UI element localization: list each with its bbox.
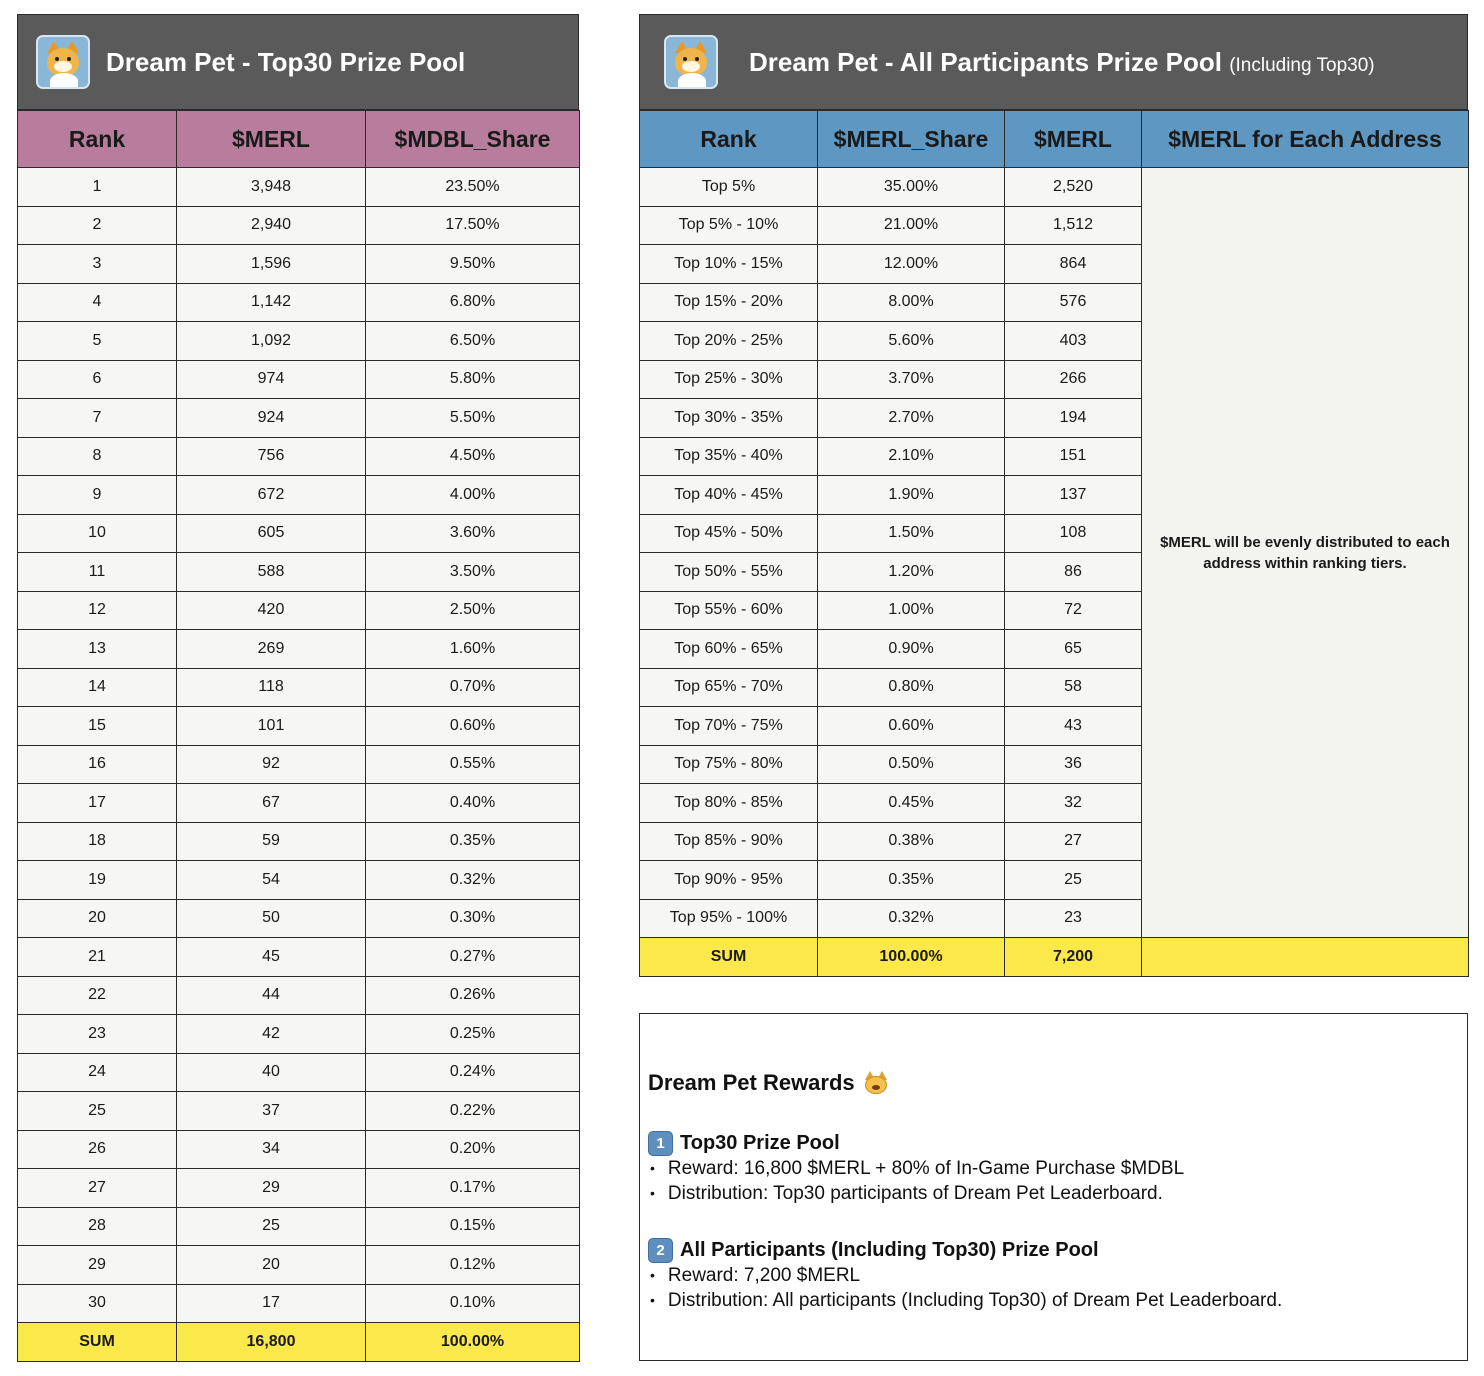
table-cell: 0.35%	[818, 861, 1005, 900]
table-cell: 1,596	[177, 245, 366, 284]
table-cell: 2.10%	[818, 437, 1005, 476]
table-cell: 0.25%	[366, 1015, 580, 1054]
table-row	[18, 1284, 580, 1323]
table-cell: 101	[177, 707, 366, 746]
table-row	[18, 899, 580, 938]
table-cell: 25	[177, 1207, 366, 1246]
table-cell: Top 55% - 60%	[640, 591, 818, 630]
table-cell: 108	[1005, 514, 1142, 553]
column-header-rank: Rank	[18, 111, 177, 168]
table-row	[18, 1246, 580, 1285]
table-cell: 54	[177, 861, 366, 900]
table-cell: 58	[1005, 668, 1142, 707]
table-cell: 403	[1005, 322, 1142, 361]
table-cell: 1.50%	[818, 514, 1005, 553]
table-row	[18, 1053, 580, 1092]
top30-table	[17, 110, 580, 1362]
section-heading: All Participants (Including Top30) Prize Pool	[680, 1238, 1099, 1261]
table-cell: 40	[177, 1053, 366, 1092]
table-cell: 17	[177, 1284, 366, 1323]
table-cell: 67	[177, 784, 366, 823]
table-cell: Top 85% - 90%	[640, 822, 818, 861]
table-row	[18, 668, 580, 707]
table-cell: 266	[1005, 360, 1142, 399]
table-cell: 29	[177, 1169, 366, 1208]
table-cell: 118	[177, 668, 366, 707]
table-cell: 588	[177, 553, 366, 592]
table-cell: Top 45% - 50%	[640, 514, 818, 553]
all-participants-title-sub: (Including Top30)	[1229, 54, 1375, 76]
table-cell: 0.12%	[366, 1246, 580, 1285]
table-cell: 14	[18, 668, 177, 707]
table-cell: Top 40% - 45%	[640, 476, 818, 515]
table-cell: 18	[18, 822, 177, 861]
table-cell: 6.80%	[366, 283, 580, 322]
table-row	[640, 168, 1469, 207]
column-header-merl-each-address: $MERL for Each Address	[1142, 111, 1469, 168]
distribution-note: $MERL will be evenly distributed to each address within ranking tiers.	[1142, 168, 1469, 938]
table-cell: Top 30% - 35%	[640, 399, 818, 438]
table-cell: 194	[1005, 399, 1142, 438]
table-cell: 29	[18, 1246, 177, 1285]
sum-cell: 100.00%	[366, 1323, 580, 1362]
rewards-title: Dream Pet Rewards	[648, 1070, 889, 1096]
table-cell: 0.45%	[818, 784, 1005, 823]
table-cell: 137	[1005, 476, 1142, 515]
table-cell: 2	[18, 206, 177, 245]
table-cell: 9	[18, 476, 177, 515]
table-cell: 1.20%	[818, 553, 1005, 592]
table-cell: 0.17%	[366, 1169, 580, 1208]
table-cell: 32	[1005, 784, 1142, 823]
table-cell: 0.50%	[818, 745, 1005, 784]
table-cell: Top 80% - 85%	[640, 784, 818, 823]
table-cell: 0.15%	[366, 1207, 580, 1246]
table-cell: 0.10%	[366, 1284, 580, 1323]
table-row	[18, 514, 580, 553]
table-cell: 45	[177, 938, 366, 977]
table-cell: 92	[177, 745, 366, 784]
top30-title-bar	[17, 14, 579, 110]
table-cell: Top 35% - 40%	[640, 437, 818, 476]
sum-cell: SUM	[640, 938, 818, 977]
table-row	[18, 476, 580, 515]
table-cell: 24	[18, 1053, 177, 1092]
dream-pet-logo-icon	[36, 35, 90, 89]
keycap-2-icon: 2	[648, 1238, 673, 1263]
table-cell: Top 90% - 95%	[640, 861, 818, 900]
table-cell: 7	[18, 399, 177, 438]
table-cell: 23	[1005, 899, 1142, 938]
rewards-section-all-participants	[648, 1237, 1282, 1313]
table-cell: 36	[1005, 745, 1142, 784]
table-cell: 3,948	[177, 168, 366, 207]
table-row	[18, 784, 580, 823]
table-cell: Top 65% - 70%	[640, 668, 818, 707]
top30-prize-pool-panel	[17, 14, 579, 1362]
table-cell: 27	[1005, 822, 1142, 861]
keycap-1-icon: 1	[648, 1131, 673, 1156]
sum-cell: SUM	[18, 1323, 177, 1362]
table-cell: 23	[18, 1015, 177, 1054]
table-cell: Top 5%	[640, 168, 818, 207]
table-cell: 5	[18, 322, 177, 361]
table-cell: 0.32%	[818, 899, 1005, 938]
table-cell: 576	[1005, 283, 1142, 322]
table-row	[18, 1130, 580, 1169]
table-cell: Top 70% - 75%	[640, 707, 818, 746]
table-cell: Top 75% - 80%	[640, 745, 818, 784]
table-cell: 5.60%	[818, 322, 1005, 361]
table-cell: 4.50%	[366, 437, 580, 476]
table-cell: 28	[18, 1207, 177, 1246]
list-item: • Reward: 16,800 $MERL + 80% of In-Game Purchase $MDBL	[650, 1158, 1185, 1179]
table-cell: 269	[177, 630, 366, 669]
table-cell: 5.50%	[366, 399, 580, 438]
table-cell: 0.60%	[366, 707, 580, 746]
table-cell: 924	[177, 399, 366, 438]
column-header-merl-share: $MERL_Share	[818, 111, 1005, 168]
table-cell: 8.00%	[818, 283, 1005, 322]
column-header-merl: $MERL	[1005, 111, 1142, 168]
table-cell: 20	[177, 1246, 366, 1285]
table-cell: 44	[177, 976, 366, 1015]
rewards-section-top30	[648, 1130, 1184, 1206]
table-cell: 4	[18, 283, 177, 322]
table-cell: 0.26%	[366, 976, 580, 1015]
all-participants-table	[639, 110, 1469, 977]
table-row	[18, 360, 580, 399]
table-row	[18, 591, 580, 630]
dream-pet-logo-icon	[664, 35, 718, 89]
table-row	[18, 1015, 580, 1054]
table-cell: 35.00%	[818, 168, 1005, 207]
table-cell: 25	[18, 1092, 177, 1131]
table-cell: 3	[18, 245, 177, 284]
table-cell: 13	[18, 630, 177, 669]
table-cell: 59	[177, 822, 366, 861]
table-cell: Top 5% - 10%	[640, 206, 818, 245]
table-cell: 10	[18, 514, 177, 553]
table-row	[18, 1092, 580, 1131]
all-participants-prize-pool-panel	[639, 14, 1468, 977]
list-item: • Distribution: Top30 participants of Dream Pet Leaderboard.	[650, 1183, 1163, 1204]
column-header-rank: Rank	[640, 111, 818, 168]
table-cell: 864	[1005, 245, 1142, 284]
table-cell: Top 50% - 55%	[640, 553, 818, 592]
table-row	[18, 630, 580, 669]
table-cell: 1,142	[177, 283, 366, 322]
table-cell: 5.80%	[366, 360, 580, 399]
table-cell: 151	[1005, 437, 1142, 476]
table-cell: 0.55%	[366, 745, 580, 784]
table-cell: Top 15% - 20%	[640, 283, 818, 322]
table-cell: 0.30%	[366, 899, 580, 938]
table-cell: 27	[18, 1169, 177, 1208]
table-row	[18, 745, 580, 784]
table-cell: 1	[18, 168, 177, 207]
table-row	[18, 822, 580, 861]
table-cell: 0.38%	[818, 822, 1005, 861]
table-cell: 0.90%	[818, 630, 1005, 669]
table-cell: 0.24%	[366, 1053, 580, 1092]
table-cell: 756	[177, 437, 366, 476]
table-cell: 20	[18, 899, 177, 938]
table-cell: 43	[1005, 707, 1142, 746]
table-cell: 12	[18, 591, 177, 630]
table-row	[18, 283, 580, 322]
table-cell: 0.27%	[366, 938, 580, 977]
table-row	[18, 861, 580, 900]
table-row	[18, 399, 580, 438]
table-cell: Top 25% - 30%	[640, 360, 818, 399]
table-cell: 16	[18, 745, 177, 784]
table-cell: 34	[177, 1130, 366, 1169]
table-cell: Top 20% - 25%	[640, 322, 818, 361]
table-cell: 0.40%	[366, 784, 580, 823]
table-cell: 0.70%	[366, 668, 580, 707]
table-cell: 9.50%	[366, 245, 580, 284]
table-cell: 21	[18, 938, 177, 977]
table-cell: 3.50%	[366, 553, 580, 592]
section-heading: Top30 Prize Pool	[680, 1131, 840, 1154]
table-cell: 0.80%	[818, 668, 1005, 707]
table-cell: 42	[177, 1015, 366, 1054]
table-cell: 17.50%	[366, 206, 580, 245]
table-row	[18, 976, 580, 1015]
table-cell: 8	[18, 437, 177, 476]
table-cell: 605	[177, 514, 366, 553]
table-cell: 23.50%	[366, 168, 580, 207]
table-cell: 21.00%	[818, 206, 1005, 245]
table-row	[18, 1207, 580, 1246]
table-cell: 11	[18, 553, 177, 592]
table-cell: 15	[18, 707, 177, 746]
table-cell: 65	[1005, 630, 1142, 669]
table-cell: Top 10% - 15%	[640, 245, 818, 284]
table-cell: 50	[177, 899, 366, 938]
table-cell: 1.00%	[818, 591, 1005, 630]
sum-row	[640, 938, 1469, 977]
table-cell: 0.20%	[366, 1130, 580, 1169]
table-row	[18, 707, 580, 746]
table-cell: 22	[18, 976, 177, 1015]
table-cell: 420	[177, 591, 366, 630]
table-cell: Top 95% - 100%	[640, 899, 818, 938]
table-cell: 974	[177, 360, 366, 399]
table-row	[18, 245, 580, 284]
table-row	[18, 168, 580, 207]
sum-cell: 100.00%	[818, 938, 1005, 977]
table-cell: 30	[18, 1284, 177, 1323]
table-cell: Top 60% - 65%	[640, 630, 818, 669]
table-cell: 17	[18, 784, 177, 823]
list-item: • Distribution: All participants (Including Top30) of Dream Pet Leaderboard.	[650, 1290, 1283, 1311]
table-cell: 1.60%	[366, 630, 580, 669]
sum-cell: 7,200	[1005, 938, 1142, 977]
rewards-info-box	[639, 1013, 1468, 1361]
top30-title: Dream Pet - Top30 Prize Pool	[106, 46, 466, 77]
cat-face-icon	[863, 1071, 889, 1095]
table-cell: 0.60%	[818, 707, 1005, 746]
table-cell: 25	[1005, 861, 1142, 900]
table-cell: 2.50%	[366, 591, 580, 630]
sum-cell: 16,800	[177, 1323, 366, 1362]
table-row	[18, 938, 580, 977]
table-cell: 86	[1005, 553, 1142, 592]
all-participants-title-bar	[639, 14, 1468, 110]
table-cell: 6.50%	[366, 322, 580, 361]
table-cell: 4.00%	[366, 476, 580, 515]
table-cell: 2.70%	[818, 399, 1005, 438]
table-cell: 26	[18, 1130, 177, 1169]
table-cell: 37	[177, 1092, 366, 1131]
table-cell: 2,520	[1005, 168, 1142, 207]
table-cell: 3.70%	[818, 360, 1005, 399]
table-cell: 0.22%	[366, 1092, 580, 1131]
column-header-merl: $MERL	[177, 111, 366, 168]
table-cell: 0.32%	[366, 861, 580, 900]
sum-row	[18, 1323, 580, 1362]
table-cell: 1,092	[177, 322, 366, 361]
table-cell: 72	[1005, 591, 1142, 630]
table-row	[18, 437, 580, 476]
table-row	[18, 206, 580, 245]
table-cell: 0.35%	[366, 822, 580, 861]
table-cell: 1.90%	[818, 476, 1005, 515]
table-row	[18, 1169, 580, 1208]
table-cell: 3.60%	[366, 514, 580, 553]
table-cell: 2,940	[177, 206, 366, 245]
column-header-mdbl-share: $MDBL_Share	[366, 111, 580, 168]
table-cell: 19	[18, 861, 177, 900]
list-item: • Reward: 7,200 $MERL	[650, 1265, 861, 1286]
table-cell: 12.00%	[818, 245, 1005, 284]
sum-cell	[1142, 938, 1469, 977]
table-row	[18, 553, 580, 592]
table-cell: 672	[177, 476, 366, 515]
all-participants-title: Dream Pet - All Participants Prize Pool (Including Top30)	[749, 46, 1375, 77]
table-row	[18, 322, 580, 361]
table-cell: 6	[18, 360, 177, 399]
table-cell: 1,512	[1005, 206, 1142, 245]
